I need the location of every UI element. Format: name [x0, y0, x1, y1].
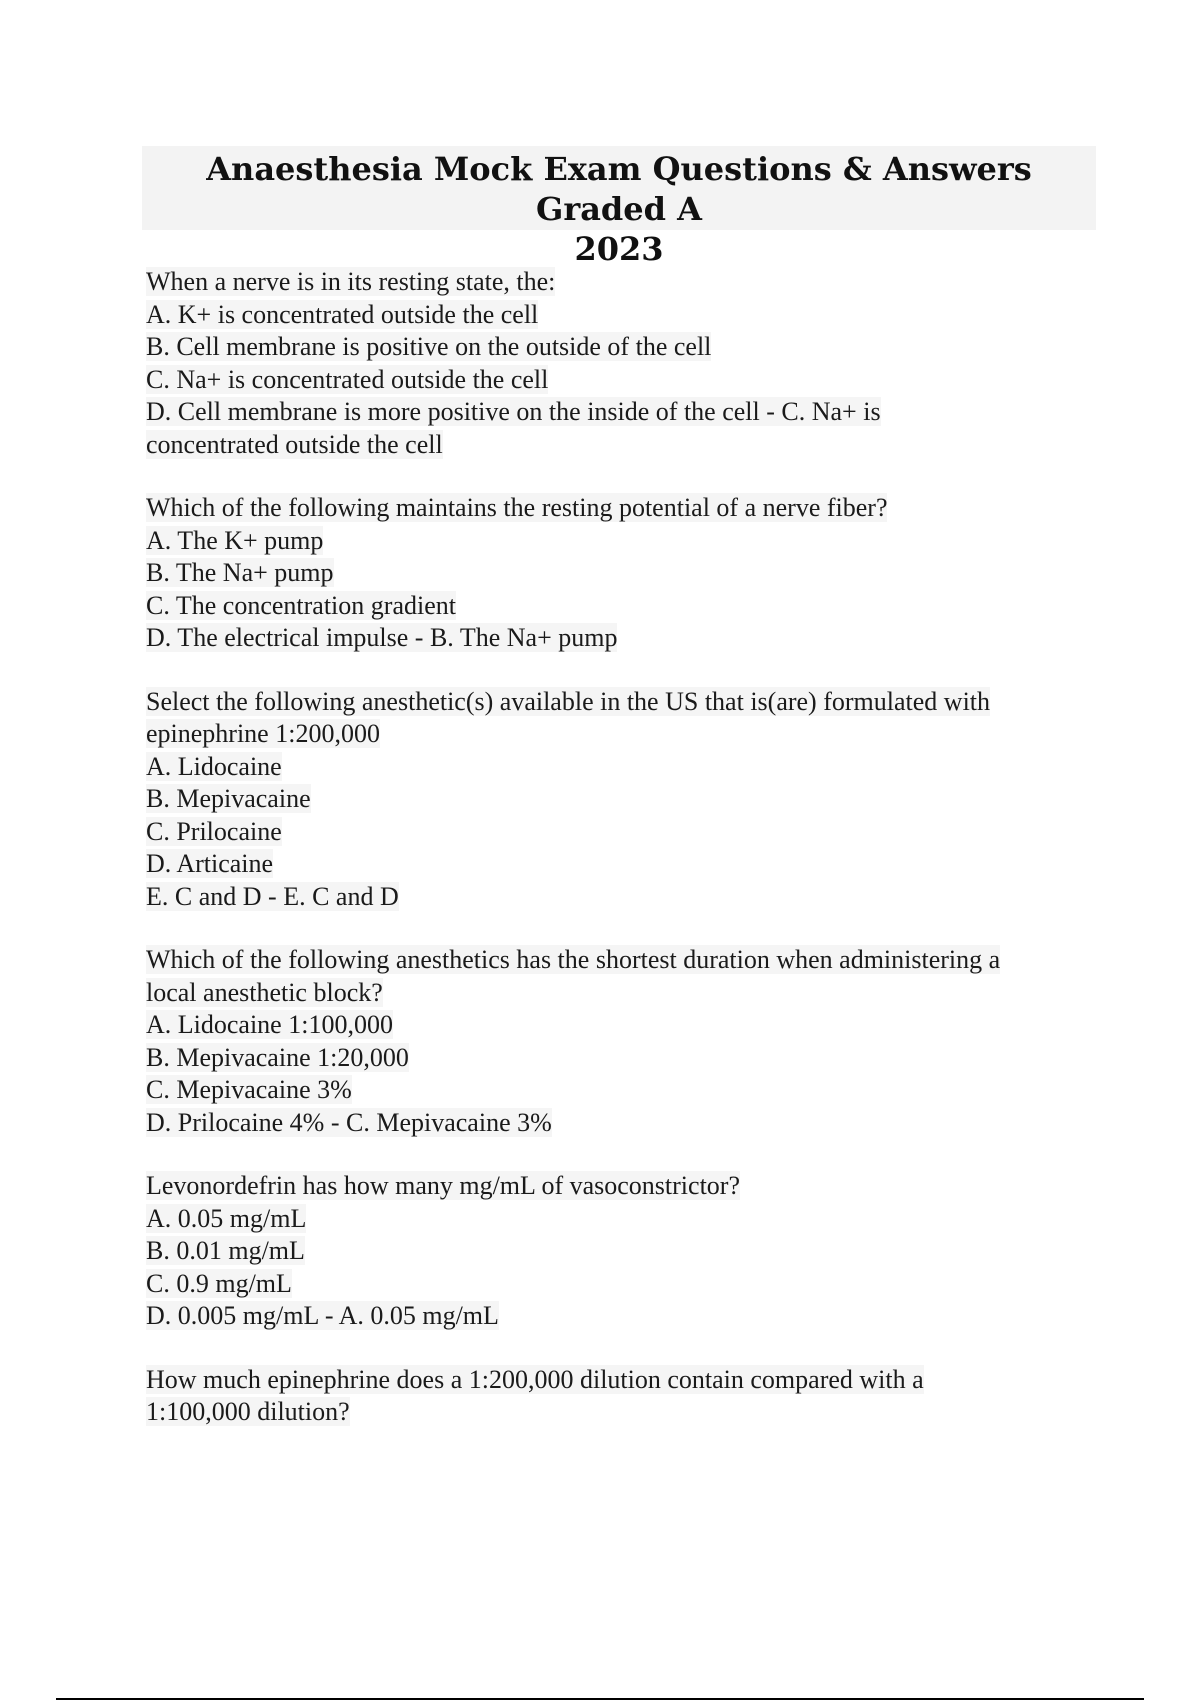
line-text: C. 0.9 mg/mL — [146, 1268, 292, 1298]
answer-option-line — [146, 1107, 1086, 1140]
line-text: 1:100,000 dilution? — [146, 1397, 350, 1426]
answer-option-line — [146, 1203, 1086, 1236]
line-text: B. Mepivacaine 1:20,000 — [146, 1042, 409, 1072]
line-text: C. Mepivacaine 3% — [146, 1075, 352, 1104]
line-text: B. Mepivacaine — [146, 784, 311, 813]
line-text: A. Lidocaine — [146, 751, 282, 781]
answer-option-line — [146, 848, 1086, 881]
answer-option-line — [146, 525, 1086, 558]
answer-option-line — [146, 364, 1086, 397]
question-list — [146, 266, 1086, 1460]
line-text: A. K+ is concentrated outside the cell — [146, 299, 539, 329]
question-text-line — [146, 1170, 1086, 1203]
line-text: C. The concentration gradient — [146, 590, 456, 620]
answer-option-line — [146, 299, 1086, 332]
line-text: Which of the following anesthetics has the shortest duration when administering a — [146, 945, 1001, 974]
question-block — [146, 1364, 1086, 1429]
answer-option-line — [146, 1300, 1086, 1333]
question-text-line — [146, 944, 1086, 977]
question-block — [146, 492, 1086, 655]
line-text: A. Lidocaine 1:100,000 — [146, 1010, 393, 1039]
line-text: epinephrine 1:200,000 — [146, 719, 380, 748]
answer-option-line — [146, 718, 1086, 751]
answer-option-line — [146, 1042, 1086, 1075]
answer-option-line — [146, 783, 1086, 816]
answer-option-line — [146, 622, 1086, 655]
question-block — [146, 944, 1086, 1139]
answer-option-line — [146, 1268, 1086, 1301]
line-text: D. Prilocaine 4% - C. Mepivacaine 3% — [146, 1107, 552, 1137]
line-text: concentrated outside the cell — [146, 429, 443, 459]
question-text-line — [146, 1364, 1086, 1397]
line-text: B. The Na+ pump — [146, 558, 334, 587]
answer-option-line — [146, 751, 1086, 784]
line-text: B. 0.01 mg/mL — [146, 1236, 305, 1265]
document-title — [142, 146, 1096, 268]
line-text: Levonordefrin has how many mg/mL of vasoconstrictor? — [146, 1171, 740, 1200]
line-text: When a nerve is in its resting state, the: — [146, 267, 556, 296]
question-text-line — [146, 492, 1086, 525]
line-text: D. The electrical impulse - B. The Na+ pump — [146, 623, 618, 652]
answer-option-line — [146, 1074, 1086, 1107]
line-text: How much epinephrine does a 1:200,000 dilution contain compared with a — [146, 1364, 924, 1394]
line-text: A. The K+ pump — [146, 525, 324, 555]
answer-option-line — [146, 396, 1086, 429]
answer-option-line — [146, 881, 1086, 914]
title-line-2: 2023 — [574, 230, 664, 268]
answer-option-line — [146, 429, 1086, 462]
line-text: B. Cell membrane is positive on the outside of the cell — [146, 332, 712, 361]
line-text: C. Prilocaine — [146, 816, 282, 846]
question-text-line — [146, 266, 1086, 299]
answer-option-line — [146, 1235, 1086, 1268]
line-text: E. C and D - E. C and D — [146, 881, 399, 911]
answer-option-line — [146, 590, 1086, 623]
line-text: D. 0.005 mg/mL - A. 0.05 mg/mL — [146, 1301, 499, 1330]
answer-option-line — [146, 331, 1086, 364]
line-text: Which of the following maintains the resting potential of a nerve fiber? — [146, 493, 888, 522]
line-text: D. Cell membrane is more positive on the inside of the cell - C. Na+ is — [146, 397, 881, 426]
answer-option-line — [146, 816, 1086, 849]
title-line-1: Anaesthesia Mock Exam Questions & Answers Graded A — [206, 150, 1032, 228]
question-block — [146, 266, 1086, 461]
question-block — [146, 686, 1086, 914]
question-text-line — [146, 686, 1086, 719]
answer-option-line — [146, 1009, 1086, 1042]
line-text: local anesthetic block? — [146, 977, 383, 1007]
line-text: D. Articaine — [146, 849, 274, 878]
question-block — [146, 1170, 1086, 1333]
answer-option-line — [146, 1396, 1086, 1429]
answer-option-line — [146, 557, 1086, 590]
answer-option-line — [146, 977, 1086, 1010]
line-text: C. Na+ is concentrated outside the cell — [146, 364, 549, 394]
line-text: A. 0.05 mg/mL — [146, 1203, 307, 1233]
line-text: Select the following anesthetic(s) available in the US that is(are) formulated with — [146, 686, 991, 716]
